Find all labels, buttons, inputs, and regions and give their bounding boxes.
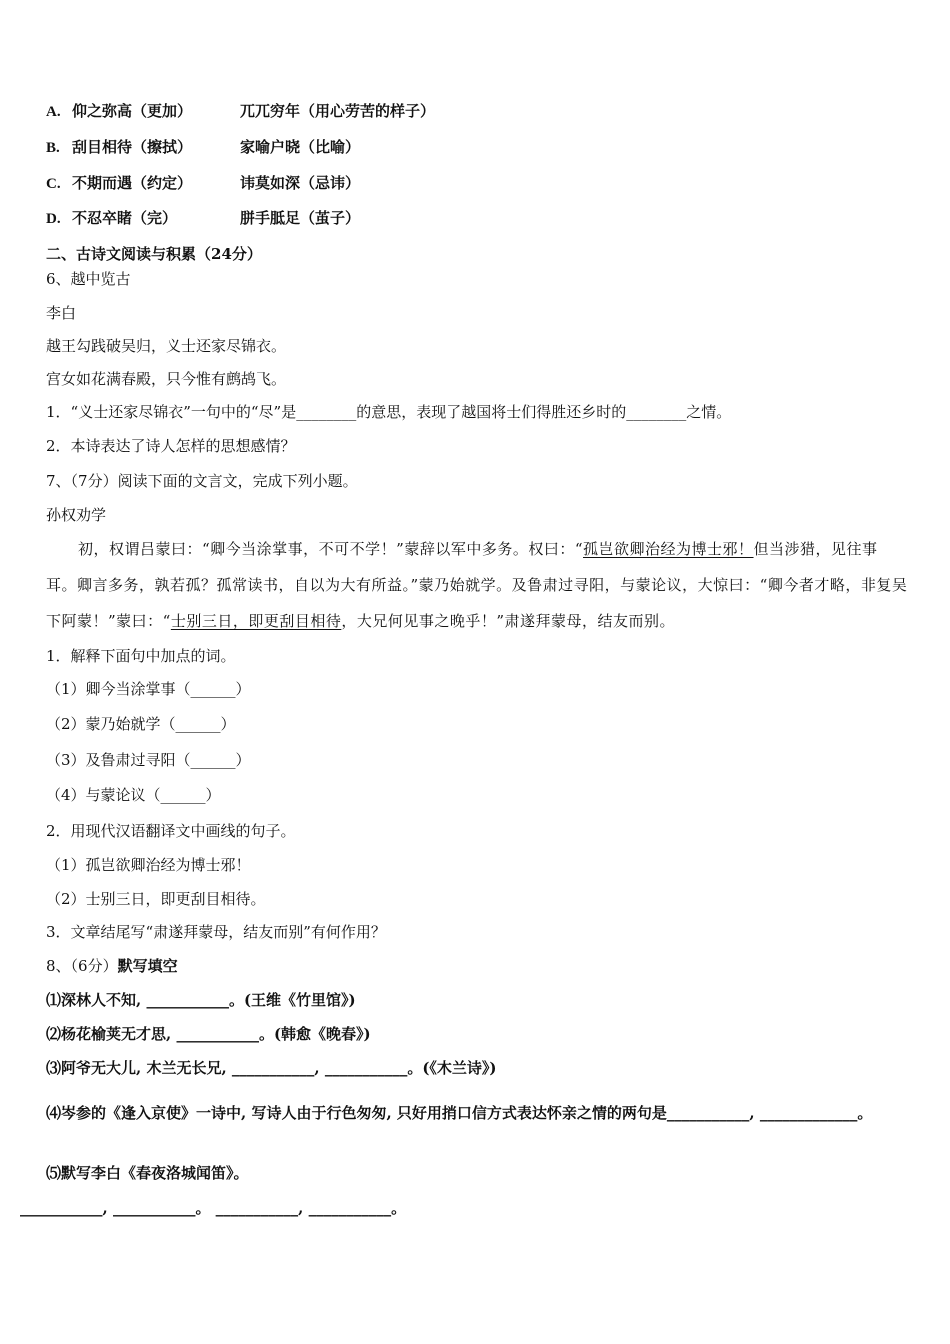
underlined-sentence-2: 士别三日，即更刮目相待 [170,612,342,630]
q7-sub3: 3．文章结尾写“肃遂拜蒙母，结友而别”有何作用？ [46,923,386,941]
q8-title [46,956,178,976]
q8-heading: 默写填空 [117,957,178,975]
q7-sub1-item: （1）卿今当涂掌事（______） [46,680,251,698]
passage-text: 但当涉猎，见往事耳。卿言多务，孰若孤？孤常读书，自以为大有所益。”蒙乃始就学。及鲁肃过寻阳，与蒙论议，大惊曰：“卿今者才略，非复吴下阿蒙！”蒙曰：“ [46,540,908,630]
option-b [46,137,360,158]
poem-author: 李白 [46,304,77,322]
q7-sub2: 2．用现代汉语翻译文中画线的句子。 [46,822,296,840]
option-text-1: 不忍卒睹（完） [72,209,178,227]
fill-line: ⑸默写李白《春夜洛城闻笛》。 [46,1164,249,1182]
passage-text: ，大兄何见事之晚乎！”肃遂拜蒙母，结友而别。 [341,612,676,630]
poem-line: 越王勾践破吴归，义士还家尽锦衣。 [46,337,287,355]
option-text-1: 仰之弥高（更加） [72,102,193,120]
q7-sub2-item: （2）士别三日，即更刮目相待。 [46,890,266,908]
passage-title: 孙权劝学 [46,506,107,524]
q7-sub1: 1．解释下面句中加点的词。 [46,647,236,665]
fill-line: ⑷岑参的《逢入京使》一诗中, 写诗人由于行色匆匆, 只好用捎口信方式表达怀亲之情的两句是___________, _____________。 [46,1104,873,1122]
q8-prefix: 8、（6分） [46,957,118,975]
passage-text: 初，权谓吕蒙曰：“卿今当涂掌事，不可不学！”蒙辞以军中多务。权曰：“ [78,540,584,558]
q7-sub1-item: （2）蒙乃始就学（______） [46,715,236,733]
underlined-sentence-1: 孤岂欲卿治经为博士邪！ [583,540,754,558]
q6-title: 6、越中览古 [46,270,131,288]
q7-sub2-item: （1）孤岂欲卿治经为博士邪！ [46,856,251,874]
option-label: C. [46,176,61,192]
passage-body [46,531,908,639]
q7-sub1-item: （3）及鲁肃过寻阳（______） [46,751,251,769]
option-label: D. [46,211,61,227]
fill-line: ⑵杨花榆荚无才思, ___________。(韩愈《晚春》) [46,1025,371,1043]
option-text-2: 胼手胝足（茧子） [240,209,361,227]
q7-sub1-item: （4）与蒙论议（______） [46,786,221,804]
fill-line: ⑶阿爷无大儿, 木兰无长兄, ___________, ___________。(《木兰诗》) [46,1059,497,1077]
option-text-1: 不期而遇（约定） [72,174,193,192]
option-label: A. [46,104,61,120]
poem-line: 宫女如花满春殿，只今惟有鹧鸪飞。 [46,370,287,388]
option-text-1: 刮目相待（擦拭） [72,138,193,156]
fill-line: ⑴深林人不知, ___________。(王维《竹里馆》) [46,991,356,1009]
option-text-2: 家喻户晓（比喻） [240,138,361,156]
section-heading: 二、古诗文阅读与积累（24分） [46,245,262,263]
option-text-2: 兀兀穷年（用心劳苦的样子） [240,102,436,120]
option-c [46,173,360,194]
option-label: B. [46,140,60,156]
q6-sub2: 2．本诗表达了诗人怎样的思想感情？ [46,437,296,455]
option-d [46,208,360,229]
fill-line: ___________, ___________。 ___________, ___________。 [20,1199,407,1217]
option-a [46,101,435,122]
q6-sub1: 1．“义士还家尽锦衣”一句中的“尽”是________的意思，表现了越国将士们得胜还乡时的________之情。 [46,403,732,421]
option-text-2: 讳莫如深（忌讳） [240,174,361,192]
q7-title: 7、（7分）阅读下面的文言文，完成下列小题。 [46,472,358,490]
